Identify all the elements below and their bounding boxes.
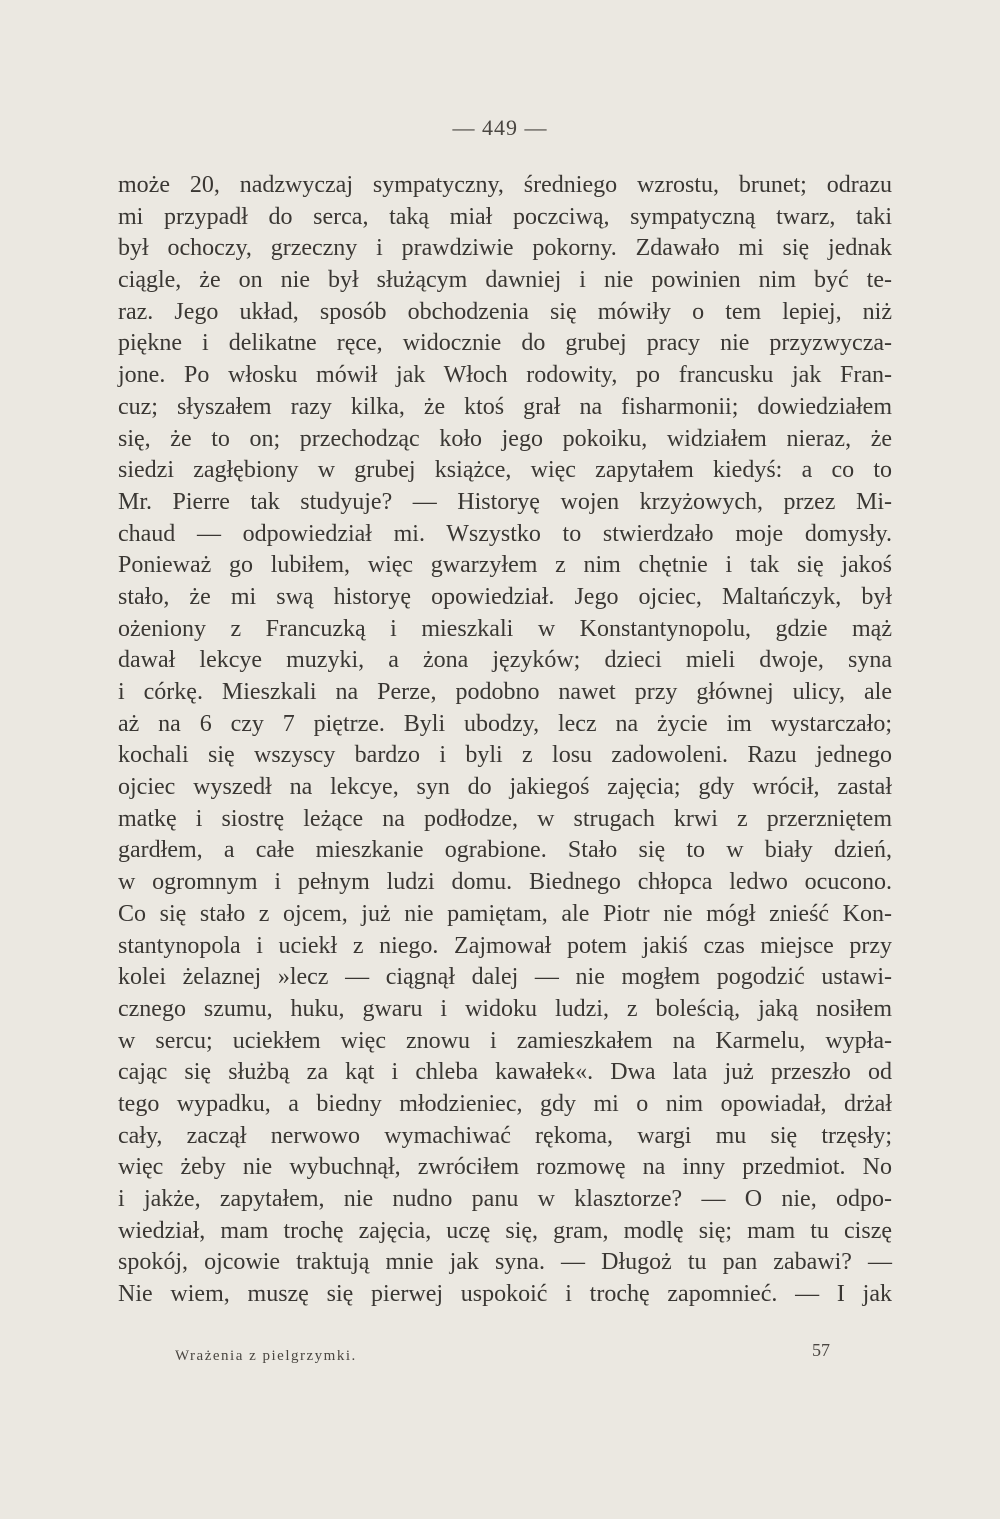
text-line: ciągle, że on nie był służącym dawniej i nie powinien nim być te- bbox=[118, 267, 892, 294]
text-line: jone. Po włosku mówił jak Włoch rodowity, po francusku jak Fran- bbox=[118, 362, 892, 389]
text-line: ojciec wyszedł na lekcye, syn do jakiegoś zajęcia; gdy wrócił, zastał bbox=[118, 774, 892, 801]
text-line: stało, że mi swą historyę opowiedział. Jego ojciec, Maltańczyk, był bbox=[118, 583, 892, 610]
text-line: może 20, nadzwyczaj sympatyczny, średniego wzrostu, brunet; odrazu bbox=[118, 172, 892, 198]
text-line: Ponieważ go lubiłem, więc gwarzyłem z nim chętnie i tak się jakoś bbox=[118, 552, 892, 579]
text-line: Nie wiem, muszę się pierwej uspokoić i trochę zapomnieć. — I jak bbox=[118, 1281, 892, 1308]
text-line: cając się służbą za kąt i chleba kawałek«. Dwa lata już przeszło od bbox=[118, 1059, 892, 1086]
signature-mark: Wrażenia z pielgrzymki. bbox=[175, 1348, 357, 1364]
text-line: matkę i siostrę leżące na podłodze, w strugach krwi z przerzniętem bbox=[118, 805, 892, 832]
text-line: siedzi zagłębiony w grubej książce, więc zapytałem kiedyś: a co to bbox=[118, 457, 892, 484]
text-line: Co się stało z ojcem, już nie pamiętam, ale Piotr nie mógł znieść Kon- bbox=[118, 900, 892, 927]
text-line: dawał lekcye muzyki, a żona języków; dzieci mieli dwoje, syna bbox=[118, 647, 892, 674]
text-line: chaud — odpowiedział mi. Wszystko to stwierdzało moje domysły. bbox=[118, 520, 892, 547]
text-line: gardłem, a całe mieszkanie ograbione. Stało się to w biały dzień, bbox=[118, 837, 892, 864]
text-line: spokój, ojcowie traktują mnie jak syna. — Długoż tu pan zabawi? — bbox=[118, 1249, 892, 1276]
text-line: i córkę. Mieszkali na Perze, podobno nawet przy głównej ulicy, ale bbox=[118, 679, 892, 705]
text-line: w sercu; uciekłem więc znowu i zamieszkałem na Karmelu, wypła- bbox=[118, 1027, 892, 1054]
text-line: cznego szumu, huku, gwaru i widoku ludzi, z boleścią, jaką nosiłem bbox=[118, 995, 892, 1022]
text-line: cuz; słyszałem razy kilka, że ktoś grał na fisharmonii; dowiedziałem bbox=[118, 393, 892, 420]
text-line: był ochoczy, grzeczny i prawdziwie pokorny. Zdawało mi się jednak bbox=[118, 235, 892, 262]
text-line: i jakże, zapytałem, nie nudno panu w klasztorze? — O nie, odpo- bbox=[118, 1186, 892, 1212]
text-line: stantynopola i uciekł z niego. Zajmował potem jakiś czas miejsce przy bbox=[118, 932, 892, 959]
text-line: ożeniony z Francuzką i mieszkali w Konstantynopolu, gdzie mąż bbox=[118, 615, 892, 642]
text-line: cały, zaczął nerwowo wymachiwać rękoma, wargi mu się trzęsły; bbox=[118, 1122, 892, 1149]
text-line: w ogromnym i pełnym ludzi domu. Biednego chłopca ledwo ocucono. bbox=[118, 869, 892, 896]
text-line: raz. Jego układ, sposób obchodzenia się mówiły o tem lepiej, niż bbox=[118, 298, 892, 325]
text-line: aż na 6 czy 7 piętrze. Byli ubodzy, lecz na życie im wystarczało; bbox=[118, 710, 892, 737]
text-line: się, że to on; przechodząc koło jego pokoiku, widziałem nieraz, że bbox=[118, 425, 892, 452]
text-line: Mr. Pierre tak studyuje? — Historyę wojen krzyżowych, przez Mi- bbox=[118, 488, 892, 515]
text-line: tego wypadku, a biedny młodzieniec, gdy mi o nim opowiadał, drżał bbox=[118, 1090, 892, 1117]
text-line: mi przypadł do serca, taką miał poczciwą, sympatyczną twarz, taki bbox=[118, 203, 892, 230]
text-line: kochali się wszyscy bardzo i byli z losu zadowoleni. Razu jednego bbox=[118, 742, 892, 769]
text-line: wiedział, mam trochę zajęcia, uczę się, gram, modlę się; mam tu ciszę bbox=[118, 1217, 892, 1244]
text-line: więc żeby nie wybuchnął, zwróciłem rozmowę na inny przedmiot. No bbox=[118, 1154, 892, 1181]
text-line: kolei żelaznej »lecz — ciągnął dalej — nie mogłem pogodzić ustawi- bbox=[118, 964, 892, 991]
sheet-number: 57 bbox=[812, 1340, 830, 1360]
text-line: piękne i delikatne ręce, widocznie do grubej pracy nie przyzwycza- bbox=[118, 330, 892, 357]
body-text bbox=[118, 170, 892, 1311]
page-number: — 449 — bbox=[452, 115, 548, 140]
